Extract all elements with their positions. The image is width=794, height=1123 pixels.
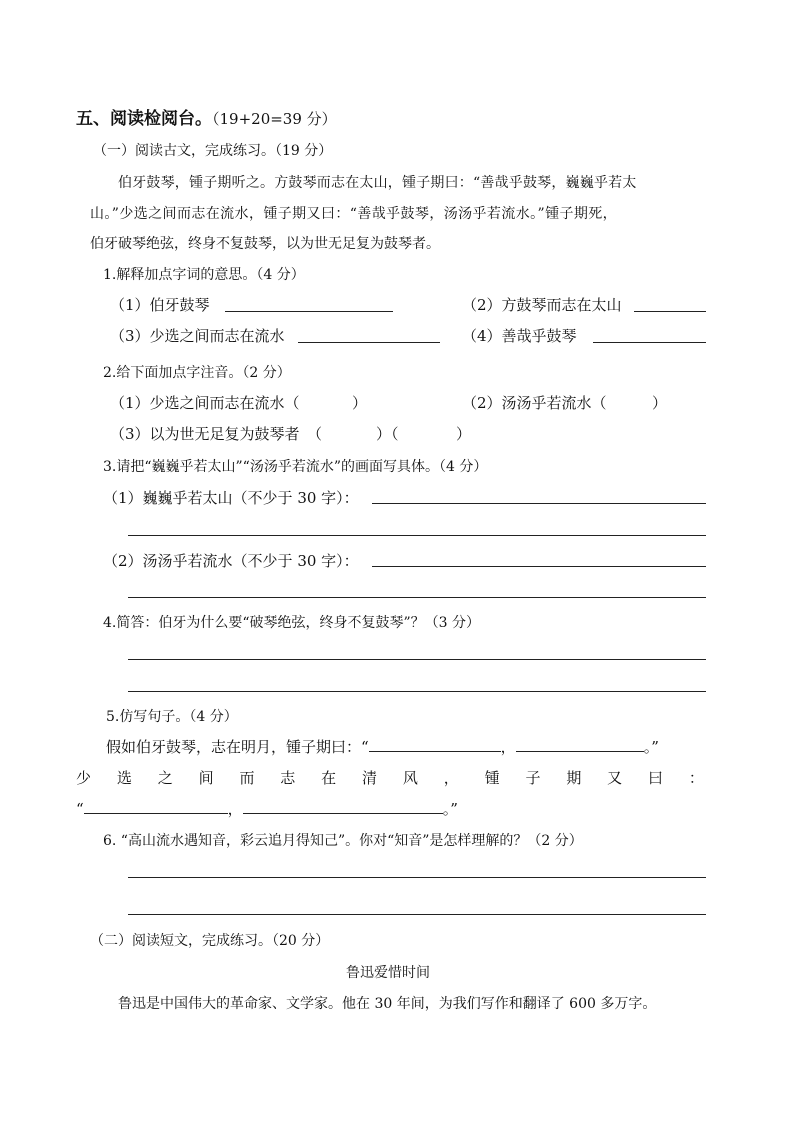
q2-item-3-close: ）: [456, 425, 472, 443]
q1-item-4: （4）善哉乎鼓琴: [462, 327, 577, 345]
q5-line-2-char: 选: [116, 769, 132, 787]
q1-answer-line-4[interactable]: [593, 342, 706, 343]
part-one-heading: （一）阅读古文，完成练习。（19 分）: [93, 143, 333, 159]
q1-item-2: （2）方鼓琴而志在太山: [462, 296, 622, 314]
q3-answer-line-1b[interactable]: [128, 535, 706, 536]
q5-blank-1[interactable]: [369, 737, 501, 752]
q4-title: 4.简答：伯牙为什么要“破琴绝弦，终身不复鼓琴”？（3 分）: [103, 615, 481, 631]
q6-title: 6. “高山流水遇知音，彩云追月得知己”。你对“知音”是怎样理解的？（2 分）: [103, 833, 583, 849]
q3-answer-line-2a[interactable]: [372, 566, 706, 567]
q5-line-1: [106, 736, 659, 757]
q1-answer-line-2[interactable]: [634, 311, 706, 312]
q2-item-2: （2）汤汤乎若流水（: [462, 394, 607, 412]
q5-blank-2[interactable]: [516, 737, 644, 752]
q5-line-2-char: 在: [321, 769, 337, 787]
q5-line-2-char: 期: [566, 769, 582, 787]
q5-blank-4[interactable]: [243, 799, 443, 814]
q1-answer-line-3[interactable]: [298, 342, 440, 343]
q1-title: 1.解释加点字词的意思。（4 分）: [103, 267, 305, 283]
q6-answer-line-1[interactable]: [128, 877, 706, 878]
q5-line-2-char: ：: [688, 769, 704, 787]
q5-line-3-end: 。”: [442, 800, 458, 818]
q5-line-3: [76, 798, 458, 819]
q4-answer-line-1[interactable]: [128, 659, 706, 660]
passage-line-2: 山。”少选之间而志在流水，锺子期又曰：“善哉乎鼓琴，汤汤乎若流水。”锺子期死，: [90, 206, 618, 222]
q5-line-1-end: 。”: [643, 738, 659, 756]
q5-line-2-char: 志: [280, 769, 296, 787]
article-first-line: 鲁迅是中国伟大的革命家、文学家。他在 30 年间，为我们写作和翻译了 600 多万字。: [118, 996, 657, 1012]
q5-comma-2: ，: [227, 800, 243, 818]
q2-title: 2.给下面加点字注音。（2 分）: [103, 365, 291, 381]
q3-item-2: （2）汤汤乎若流水（不少于 30 字）：: [103, 552, 359, 570]
q5-line-2-char: 之: [157, 769, 173, 787]
q5-line-2-char: 又: [607, 769, 623, 787]
q6-answer-line-2[interactable]: [128, 914, 706, 915]
q5-line-2-char: ，: [443, 769, 459, 787]
q5-line-1-start: 假如伯牙鼓琴，志在明月，锺子期曰：“: [106, 738, 369, 756]
passage-line-3: 伯牙破琴绝弦，终身不复鼓琴，以为世无足复为鼓琴者。: [90, 236, 440, 252]
q2-item-3: （3）以为世无足复为鼓琴者 （: [110, 425, 323, 443]
q5-line-2-char: 子: [525, 769, 541, 787]
q5-line-2-char: 清: [362, 769, 378, 787]
q5-line-2-char: 曰: [648, 769, 664, 787]
q3-item-1: （1）巍巍乎若太山（不少于 30 字）：: [103, 489, 359, 507]
q1-item-1: （1）伯牙鼓琴: [110, 296, 210, 314]
q1-item-3: （3）少选之间而志在流水: [110, 327, 285, 345]
q2-item-1: （1）少选之间而志在流水（: [110, 394, 300, 412]
q3-title: 3.请把“巍巍乎若太山”“汤汤乎若流水”的画面写具体。（4 分）: [103, 459, 488, 475]
passage-line-1: 伯牙鼓琴，锺子期听之。方鼓琴而志在太山，锺子期曰：“善哉乎鼓琴，巍巍乎若太: [118, 175, 637, 191]
q3-answer-line-1a[interactable]: [372, 503, 706, 504]
q1-answer-line-1[interactable]: [225, 311, 393, 312]
q5-line-2-char: 风: [402, 769, 418, 787]
section-points: （19+20=39 分）: [212, 110, 337, 128]
section-heading: [76, 104, 337, 129]
q3-answer-line-2b[interactable]: [128, 597, 706, 598]
q5-line-3-open: “: [76, 800, 84, 818]
q2-item-2-close: ）: [652, 394, 668, 412]
q2-item-3-mid: ）（: [376, 425, 399, 443]
article-title: 鲁迅爱惜时间: [346, 965, 430, 981]
q5-blank-3[interactable]: [84, 799, 228, 814]
q5-line-2-char: 少: [76, 769, 92, 787]
q5-line-2-char: 而: [239, 769, 255, 787]
q5-comma-1: ，: [500, 738, 516, 756]
section-title: 五、阅读检阅台。: [76, 109, 212, 129]
q5-line-2-char: 锺: [484, 769, 500, 787]
q5-line-2-char: 间: [198, 769, 214, 787]
q5-line-2: [76, 767, 704, 788]
q2-item-1-close: ）: [352, 394, 368, 412]
q5-title: 5.仿写句子。（4 分）: [106, 709, 238, 725]
q4-answer-line-2[interactable]: [128, 691, 706, 692]
part-two-heading: （二）阅读短文，完成练习。（20 分）: [90, 933, 330, 949]
